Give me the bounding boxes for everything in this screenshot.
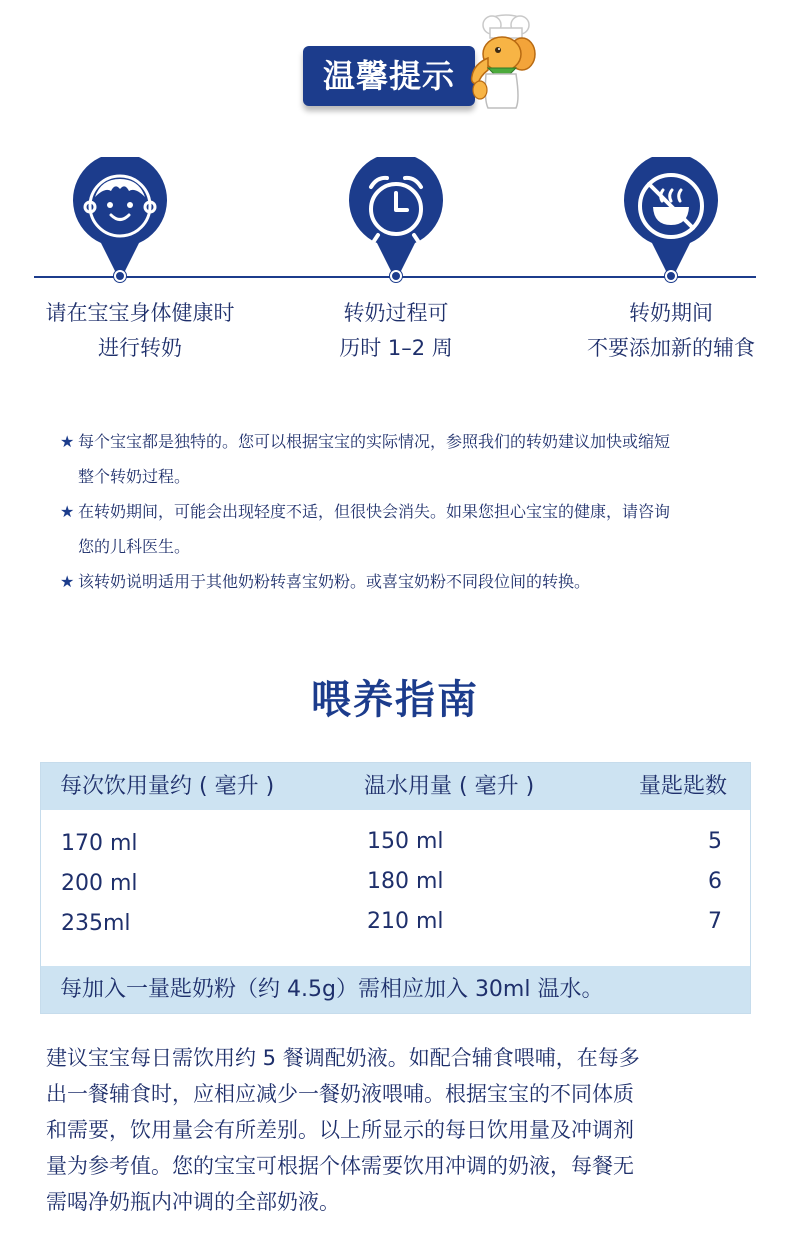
table-cell: 235ml xyxy=(61,911,131,936)
paragraph-line: 量为参考值。您的宝宝可根据个体需要饮用冲调的奶液，每餐无 xyxy=(46,1154,634,1178)
tip-line: 不要添加新的辅食 xyxy=(587,336,755,360)
feeding-advice-paragraph xyxy=(46,1040,746,1220)
table-cell: 210 ml xyxy=(367,909,444,934)
table-cell: 200 ml xyxy=(61,871,138,896)
star-icon: ★ xyxy=(60,432,75,451)
tip-text xyxy=(546,296,790,366)
tip-line: 请在宝宝身体健康时 xyxy=(45,301,235,325)
no-food-icon xyxy=(622,157,720,281)
tip-line: 转奶过程可 xyxy=(343,301,449,325)
note-item xyxy=(60,564,760,599)
tip-line: 历时 1–2 周 xyxy=(339,336,453,360)
banner-title: 温馨提示 xyxy=(322,57,455,95)
note-line: 在转奶期间，可能会出现轻度不适，但很快会消失。如果您担心宝宝的健康，请咨询 xyxy=(78,502,671,521)
baby-face-icon xyxy=(71,157,169,281)
paragraph-line: 出一餐辅食时，应相应减少一餐奶液喂哺。根据宝宝的不同体质 xyxy=(46,1082,634,1106)
tip-text xyxy=(296,296,496,366)
alarm-clock-icon xyxy=(347,157,445,281)
tip-text xyxy=(20,296,260,366)
header-cell: 每次饮用量约 ( 毫升 ) xyxy=(60,774,275,799)
paragraph-line: 和需要，饮用量会有所差别。以上所显示的每日饮用量及冲调剂 xyxy=(46,1118,634,1142)
paragraph-line: 需喝净奶瓶内冲调的全部奶液。 xyxy=(46,1190,340,1214)
table-cell: 5 xyxy=(708,829,722,854)
timeline-dot xyxy=(390,270,402,282)
note-line: 每个宝宝都是独特的。您可以根据宝宝的实际情况，参照我们的转奶建议加快或缩短 xyxy=(78,432,671,451)
note-item xyxy=(60,424,760,494)
tips-banner xyxy=(303,46,475,106)
header-cell: 温水用量 ( 毫升 ) xyxy=(364,774,535,799)
note-line: 您的儿科医生。 xyxy=(78,537,191,556)
notes-list xyxy=(60,424,760,599)
elephant-chef-mascot-icon xyxy=(458,14,536,110)
header-cell: 量匙匙数 xyxy=(638,774,727,799)
note-item xyxy=(60,494,760,564)
note-line: 该转奶说明适用于其他奶粉转喜宝奶粉。或喜宝奶粉不同段位间的转换。 xyxy=(78,572,591,591)
tip-line: 转奶期间 xyxy=(629,301,713,325)
timeline-dot xyxy=(114,270,126,282)
timeline-dot xyxy=(665,270,677,282)
table-cell: 150 ml xyxy=(367,829,444,854)
table-cell: 170 ml xyxy=(61,831,138,856)
table-cell: 7 xyxy=(708,909,722,934)
table-footer xyxy=(41,966,750,1013)
note-line: 整个转奶过程。 xyxy=(78,467,191,486)
feeding-table xyxy=(40,762,751,1014)
star-icon: ★ xyxy=(60,502,75,521)
table-header xyxy=(41,763,750,810)
tip-line: 进行转奶 xyxy=(98,336,182,360)
star-icon: ★ xyxy=(60,572,75,591)
guide-title: 喂养指南 xyxy=(311,677,479,723)
paragraph-line: 建议宝宝每日需饮用约 5 餐调配奶液。如配合辅食喂哺，在每多 xyxy=(46,1046,640,1070)
table-cell: 6 xyxy=(708,869,722,894)
table-cell: 180 ml xyxy=(367,869,444,894)
table-footer-text: 每加入一量匙奶粉（约 4.5g）需相应加入 30ml 温水。 xyxy=(60,977,604,1002)
